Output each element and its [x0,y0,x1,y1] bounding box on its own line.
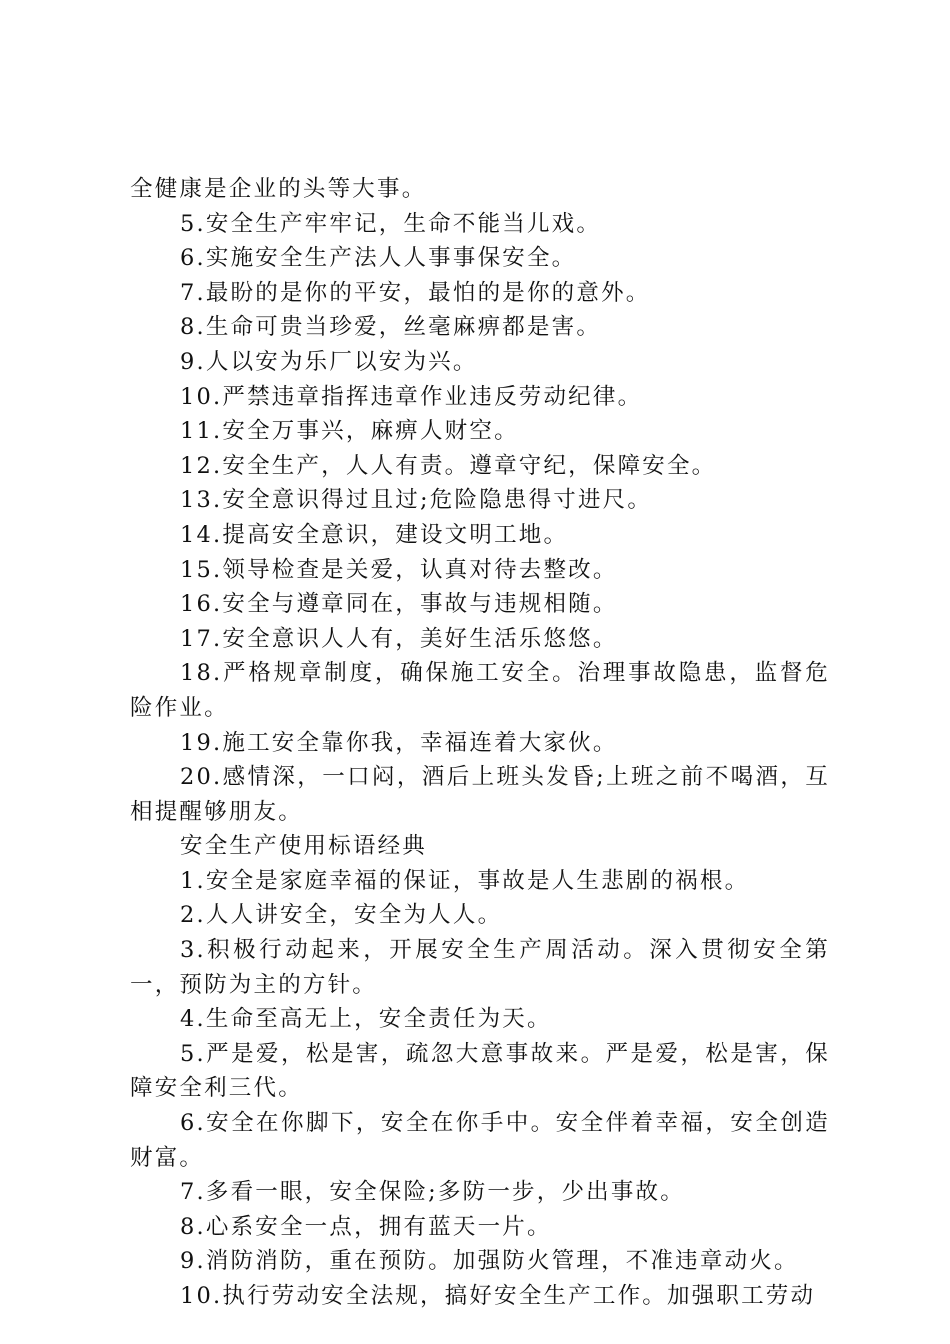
document-body [130,172,830,1314]
paragraph: 9.人以安为乐厂以安为兴。 [180,348,478,375]
paragraph: 9.消防消防，重在预防。加强防火管理，不准违章动火。 [180,1248,799,1275]
paragraph: 13.安全意识得过且过;危险隐患得寸进尺。 [180,487,653,514]
paragraph: 14.提高安全意识，建设文明工地。 [180,521,569,548]
paragraph: 全健康是企业的头等大事。 [130,176,427,202]
paragraph: 1.安全是家庭幸福的保证，事故是人生悲剧的祸根。 [180,867,750,894]
paragraph: 15.领导检查是关爱，认真对待去整改。 [180,556,618,583]
paragraph: 8.心系安全一点，拥有蓝天一片。 [180,1213,552,1240]
paragraph: 安全生产使用标语经典 [180,833,428,860]
paragraph: 12.安全生产，人人有责。遵章守纪，保障安全。 [180,452,717,479]
paragraph: 20.感情深，一口闷，酒后上班头发昏;上班之前不喝酒，互相提醒够朋友。 [130,764,830,825]
paragraph: 5.安全生产牢牢记，生命不能当儿戏。 [180,210,602,237]
paragraph: 8.生命可贵当珍爱，丝毫麻痹都是害。 [180,314,602,341]
paragraph: 4.生命至高无上，安全责任为天。 [180,1006,552,1033]
paragraph: 7.多看一眼，安全保险;多防一步，少出事故。 [180,1179,685,1206]
paragraph: 19.施工安全靠你我，幸福连着大家伙。 [180,729,618,756]
paragraph: 6.安全在你脚下，安全在你手中。安全伴着幸福，安全创造财富。 [130,1110,830,1171]
paragraph: 11.安全万事兴，麻痹人财空。 [180,418,519,445]
paragraph: 5.严是爱，松是害，疏忽大意事故来。严是爱，松是害，保障安全利三代。 [130,1040,830,1102]
paragraph: 6.实施安全生产法人人事事保安全。 [180,245,577,272]
paragraph: 16.安全与遵章同在，事故与违规相随。 [180,591,618,618]
paragraph: 7.最盼的是你的平安，最怕的是你的意外。 [180,279,651,306]
paragraph: 17.安全意识人人有，美好生活乐悠悠。 [180,625,618,652]
paragraph: 2.人人讲安全，安全为人人。 [180,902,503,929]
paragraph: 10.严禁违章指挥违章作业违反劳动纪律。 [180,383,643,410]
paragraph: 10.执行劳动安全法规，搞好安全生产工作。加强职工劳动 [180,1283,816,1309]
paragraph: 18.严格规章制度，确保施工安全。治理事故隐患，监督危险作业。 [130,660,830,721]
paragraph: 3.积极行动起来，开展安全生产周活动。深入贯彻安全第一，预防为主的方针。 [130,937,830,998]
